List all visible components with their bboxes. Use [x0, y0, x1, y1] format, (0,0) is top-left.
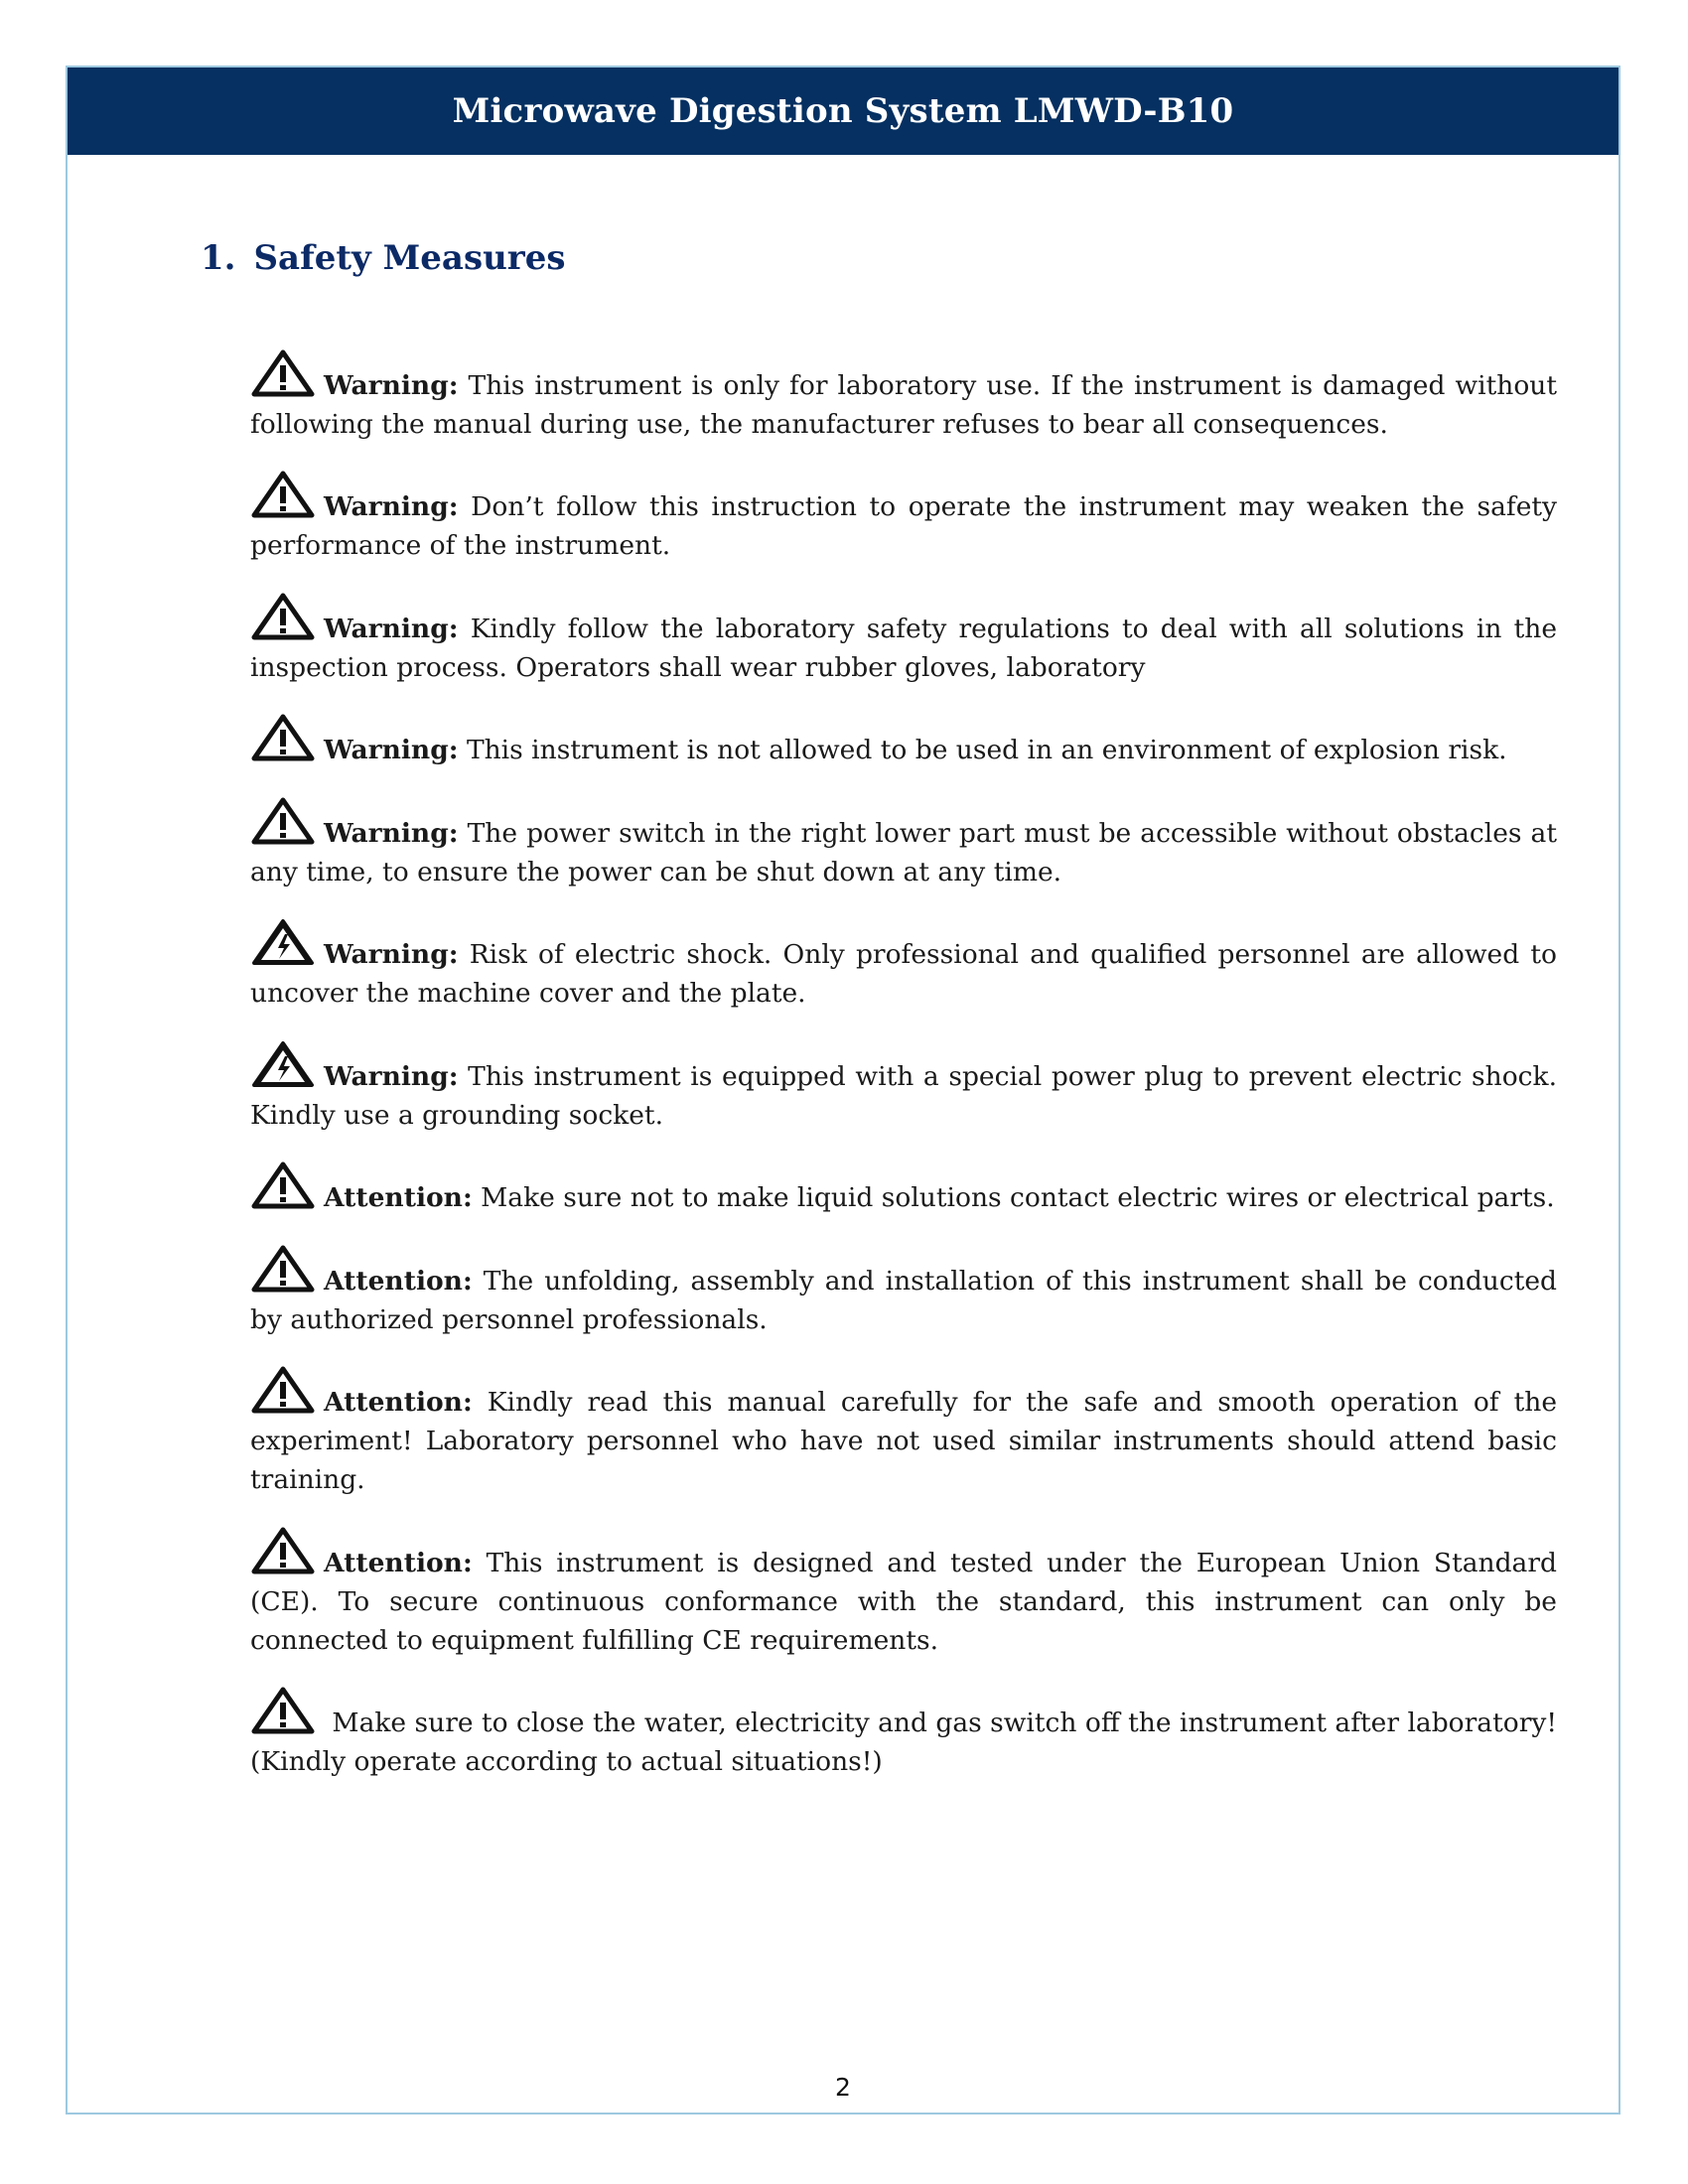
- warning-triangle-icon: [250, 1526, 316, 1575]
- note-text: Kindly read this manual carefully for the safe and smooth operation of the experiment! Laboratory personnel who have not used similar instruments should attend basic training.: [250, 1387, 1557, 1495]
- note-label: Warning:: [324, 735, 459, 765]
- note-text: Make sure to close the water, electricity and gas switch off the instrument after laboratory! (Kindly operate according to actual situations!): [250, 1707, 1557, 1777]
- page-frame: [66, 66, 1620, 2115]
- note-label: Warning:: [324, 613, 459, 644]
- section-heading: [201, 238, 566, 278]
- safety-note: [250, 1365, 1557, 1499]
- safety-note: [250, 470, 1557, 565]
- note-text: Kindly follow the laboratory safety regulations to deal with all solutions in the inspection process. Operators shall wear rubber gloves, laboratory: [250, 613, 1557, 683]
- warning-triangle-icon: [250, 713, 316, 762]
- electric-shock-triangle-icon: [250, 1039, 316, 1089]
- safety-note: [250, 917, 1557, 1013]
- header-bar: [68, 68, 1618, 155]
- note-label: Warning:: [324, 369, 459, 401]
- warning-triangle-icon: [250, 470, 316, 519]
- safety-note: [250, 1526, 1557, 1660]
- safety-note: [250, 348, 1557, 444]
- safety-note: [250, 1039, 1557, 1135]
- note-text: This instrument is equipped with a special power plug to prevent electric shock. Kindly use a grounding socket.: [250, 1060, 1557, 1131]
- note-text: The power switch in the right lower part must be accessible without obstacles at any time, to ensure the power can be shut down at any time.: [250, 817, 1557, 887]
- safety-note: [250, 1244, 1557, 1339]
- warning-triangle-icon: [250, 348, 316, 398]
- note-text: Risk of electric shock. Only professional and qualified personnel are allowed to uncover the machine cover and the plate.: [250, 939, 1557, 1009]
- safety-note: [250, 713, 1557, 769]
- warning-triangle-icon: [250, 592, 316, 641]
- safety-notes-list: [250, 322, 1557, 1803]
- warning-triangle-icon: [250, 1244, 316, 1294]
- warning-triangle-icon: [250, 796, 316, 846]
- page-number: 2: [835, 2073, 851, 2102]
- note-label: Attention:: [324, 1387, 473, 1418]
- note-label: Attention:: [324, 1547, 473, 1578]
- safety-note: [250, 592, 1557, 687]
- note-text: This instrument is designed and tested under the European Union Standard (CE). To secure continuous conformance with the standard, this instrument can only be connected to equipment fulfilling CE requirements.: [250, 1547, 1557, 1656]
- document-title: Microwave Digestion System LMWD-B10: [452, 91, 1234, 131]
- section-number: 1.: [201, 238, 236, 278]
- note-label: Attention:: [324, 1265, 473, 1297]
- section-title: Safety Measures: [253, 238, 566, 278]
- note-label: Warning:: [324, 817, 459, 849]
- electric-shock-triangle-icon: [250, 917, 316, 967]
- warning-triangle-icon: [250, 1365, 316, 1415]
- safety-note: [250, 1160, 1557, 1217]
- note-label: Warning:: [324, 1060, 459, 1092]
- note-text: The unfolding, assembly and installation of this instrument shall be conducted by authorized personnel professionals.: [250, 1265, 1557, 1335]
- safety-note: [250, 1686, 1557, 1781]
- note-text: Make sure not to make liquid solutions contact electric wires or electrical parts.: [472, 1182, 1555, 1213]
- note-label: Attention:: [324, 1182, 473, 1213]
- note-label: Warning:: [324, 939, 459, 970]
- warning-triangle-icon: [250, 1686, 316, 1735]
- warning-triangle-icon: [250, 1160, 316, 1210]
- note-text: Don’t follow this instruction to operate the instrument may weaken the safety performance of the instrument.: [250, 491, 1557, 561]
- safety-note: [250, 796, 1557, 891]
- note-label: Warning:: [324, 491, 459, 522]
- note-text: This instrument is not allowed to be used in an environment of explosion risk.: [458, 735, 1507, 765]
- note-text: This instrument is only for laboratory use. If the instrument is damaged without following the manual during use, the manufacturer refuses to bear all consequences.: [250, 369, 1557, 440]
